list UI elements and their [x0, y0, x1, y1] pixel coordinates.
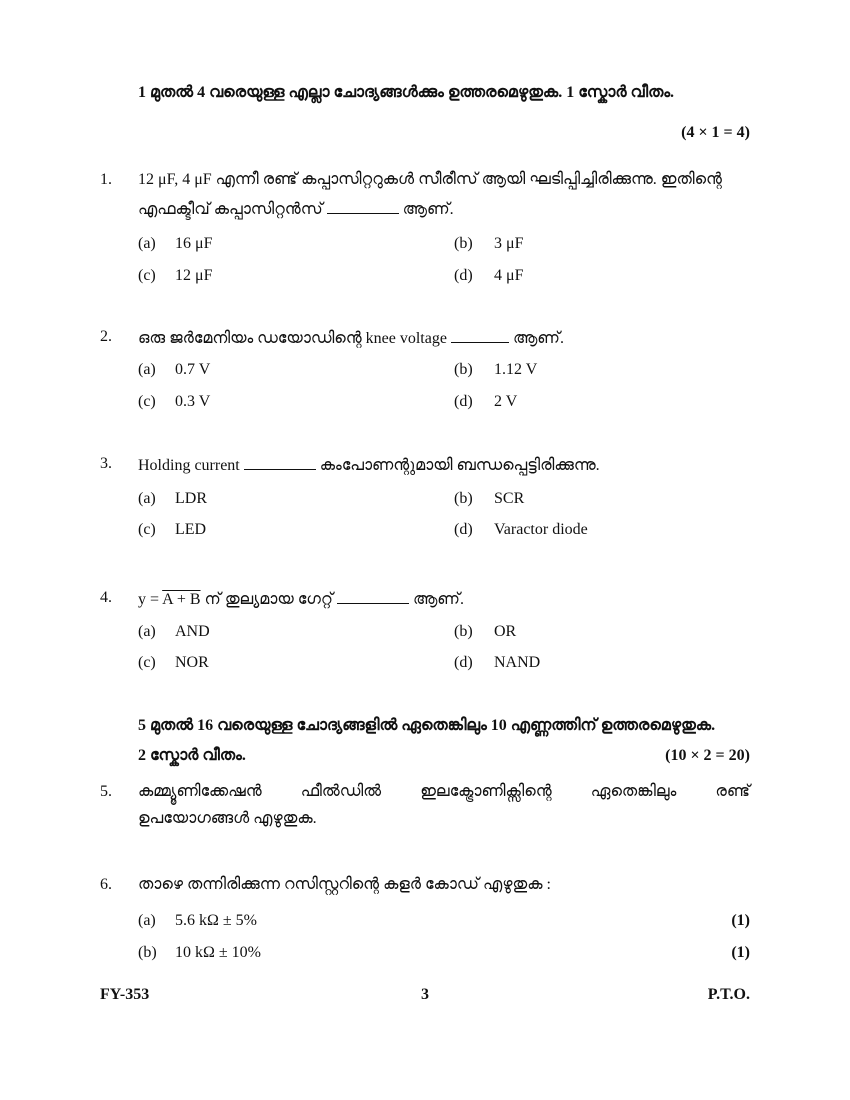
option-text: OR	[494, 623, 517, 640]
question-text-pre: എഫക്ടീവ് കപ്പാസിറ്റൻസ്	[138, 201, 323, 218]
option-label: (c)	[138, 393, 156, 410]
answer-blank	[327, 199, 399, 214]
option-text: LED	[175, 521, 207, 538]
option-text: 2 V	[494, 393, 518, 410]
footer-page-number: 3	[421, 986, 429, 1003]
word: രണ്ട്	[715, 783, 750, 800]
option-text: LDR	[175, 490, 207, 507]
option-label: (d)	[454, 654, 473, 671]
part-text: 10 kΩ ± 10%	[175, 944, 261, 961]
equation-lhs: y =	[138, 591, 160, 608]
part-marks: (1)	[731, 912, 750, 929]
option-label: (b)	[454, 235, 473, 252]
section2-instruction: 5 മുതൽ 16 വരെയുള്ള ചോദ്യങ്ങളിൽ ഏതെങ്കിലും 10 എണ്ണത്തിന് ഉത്തരമെഴുതുക.	[138, 717, 716, 734]
word: ഫീൽഡിൽ	[300, 783, 382, 800]
question-text	[138, 328, 564, 348]
option-text: 3 μF	[494, 235, 524, 252]
question-number: 2.	[100, 328, 112, 345]
option-text: 4 μF	[494, 267, 524, 284]
option-text: Varactor diode	[494, 521, 588, 538]
option-label: (d)	[454, 521, 473, 538]
question-text-post: കംപോണന്റുമായി ബന്ധപ്പെട്ടിരിക്കുന്നു.	[319, 457, 600, 474]
question-text-mid: ന് തുല്യമായ ഗേറ്റ്	[204, 591, 333, 608]
question-text-line1: 12 μF, 4 μF എന്നീ രണ്ട് കപ്പാസിറ്ററുകൾ സീരീസ് ആയി ഘടിപ്പിച്ചിരിക്കുന്നു. ഇതിന്റെ	[138, 171, 722, 188]
question-text	[138, 455, 600, 475]
option-label: (a)	[138, 235, 156, 252]
option-text: 0.3 V	[175, 393, 211, 410]
question-text-line2: ഉപയോഗങ്ങൾ എഴുതുക.	[138, 810, 317, 827]
question-text-pre: Holding current	[138, 457, 240, 474]
option-label: (c)	[138, 521, 156, 538]
question-number: 1.	[100, 171, 112, 188]
option-label: (a)	[138, 623, 156, 640]
question-number: 5.	[100, 783, 112, 800]
question-text	[138, 589, 464, 609]
section2-marks: (10 × 2 = 20)	[665, 747, 750, 764]
answer-blank	[337, 589, 409, 604]
footer-pto: P.T.O.	[707, 986, 750, 1003]
option-label: (d)	[454, 267, 473, 284]
part-label: (a)	[138, 912, 156, 929]
option-label: (b)	[454, 490, 473, 507]
part-marks: (1)	[731, 944, 750, 961]
word: കമ്മ്യൂണിക്കേഷൻ	[138, 783, 262, 800]
question-text: താഴെ തന്നിരിക്കുന്ന റസിസ്റ്ററിന്റെ കളർ കോഡ് എഴുതുക :	[138, 876, 551, 893]
question-number: 4.	[100, 589, 112, 606]
answer-blank	[244, 455, 316, 470]
option-label: (a)	[138, 490, 156, 507]
option-text: AND	[175, 623, 210, 640]
question-text-line2	[138, 199, 454, 219]
option-label: (b)	[454, 361, 473, 378]
question-number: 6.	[100, 876, 112, 893]
option-text: 1.12 V	[494, 361, 538, 378]
option-text: NOR	[175, 654, 209, 671]
part-label: (b)	[138, 944, 157, 961]
option-text: 12 μF	[175, 267, 213, 284]
option-label: (c)	[138, 654, 156, 671]
question-text-post: ആണ്.	[412, 591, 464, 608]
option-label: (a)	[138, 361, 156, 378]
part-text: 5.6 kΩ ± 5%	[175, 912, 257, 929]
word: ഇലക്ട്രോണിക്സിന്റെ	[420, 783, 552, 800]
footer-code: FY-353	[100, 986, 150, 1003]
question-text-pre: ഒരു ജർമേനിയം ഡയോഡിന്റെ knee voltage	[138, 330, 447, 347]
word: ഏതെങ്കിലും	[590, 783, 677, 800]
question-text-line1	[138, 783, 750, 801]
option-text: 0.7 V	[175, 361, 211, 378]
option-label: (c)	[138, 267, 156, 284]
answer-blank	[451, 328, 509, 343]
option-text: SCR	[494, 490, 525, 507]
equation-rhs-overlined: A + B	[162, 591, 201, 608]
question-text-post: ആണ്.	[402, 201, 454, 218]
option-text: NAND	[494, 654, 541, 671]
option-text: 16 μF	[175, 235, 213, 252]
section1-instruction: 1 മുതൽ 4 വരെയുള്ള എല്ലാ ചോദ്യങ്ങൾക്കും ഉത്തരമെഴുതുക. 1 സ്കോർ വീതം.	[138, 84, 675, 101]
section2-instruction-line2: 2 സ്കോർ വീതം.	[138, 747, 246, 764]
option-label: (d)	[454, 393, 473, 410]
section1-marks: (4 × 1 = 4)	[681, 124, 750, 141]
option-label: (b)	[454, 623, 473, 640]
question-number: 3.	[100, 455, 112, 472]
question-text-post: ആണ്.	[512, 330, 564, 347]
